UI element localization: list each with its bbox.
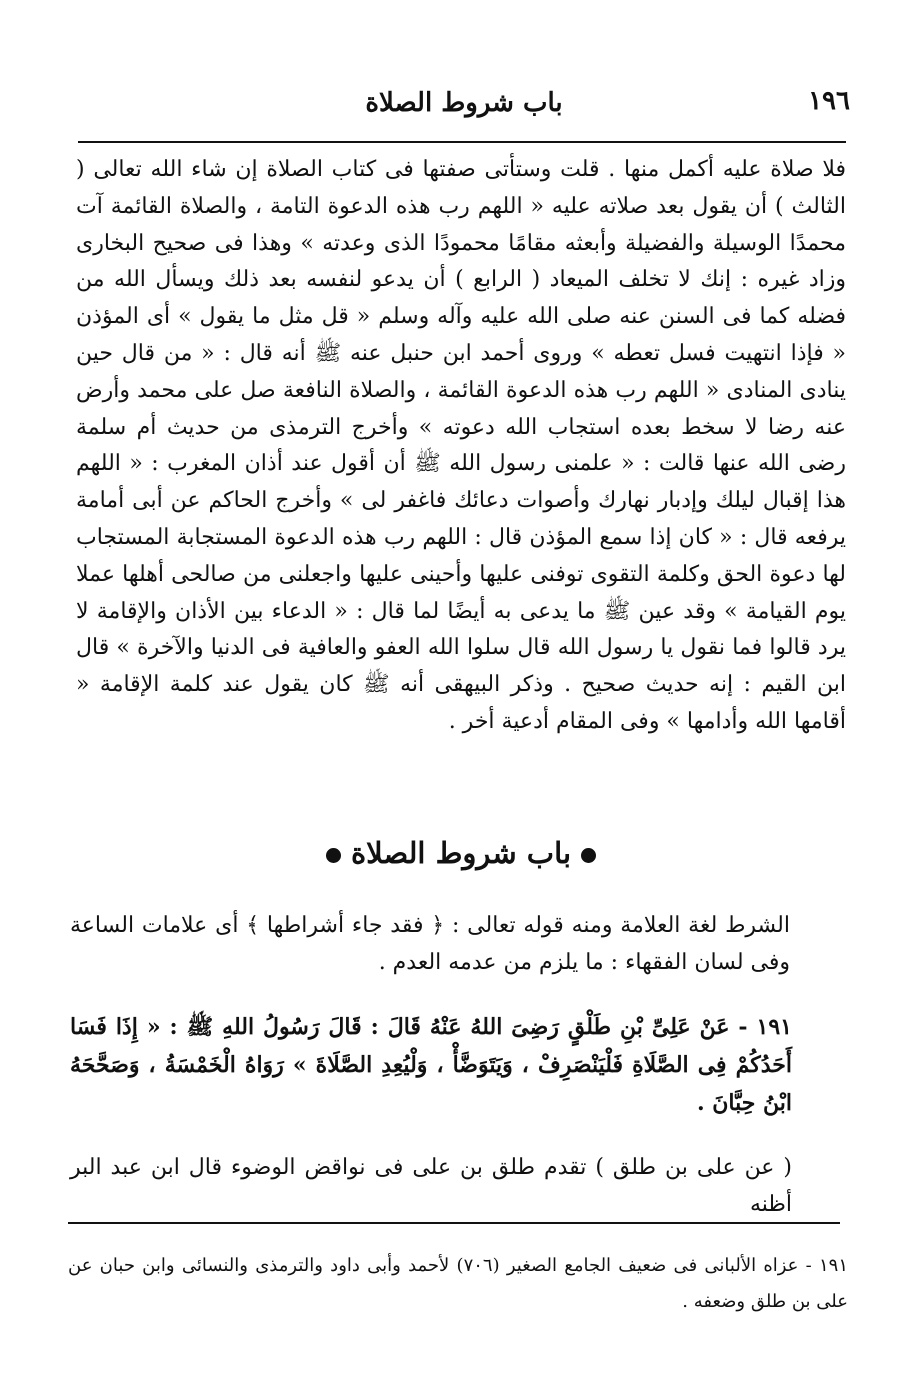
bullet-icon xyxy=(581,848,596,863)
page-header xyxy=(78,86,850,126)
page-number: ١٩٦ xyxy=(808,86,850,116)
body-paragraph: فلا صلاة عليه أكمل منها . قلت وستأتى صفتها فى كتاب الصلاة إن شاء الله تعالى ( الثالث ) أن يقول بعد صلاته عليه « اللهم رب هذه الدعوة التامة ، والصلاة القائمة آت محمدًا الوسيلة والفضيلة وأبعثه مقامًا محمودًا الذى وعدته » وهذا فى صحيح البخارى وزاد غيره : إنك لا تخلف الميعاد ( الرابع ) أن يدعو لنفسه بعد ذلك ويسأل الله من فضله كما فى السنن عنه صلى الله عليه وآله وسلم « قل مثل ما يقول » أى المؤذن « فإذا انتهيت فسل تعطه » وروى أحمد ابن حنبل عنه ﷺ أنه قال : « من قال حين ينادى المنادى « اللهم رب هذه الدعوة القائمة ، والصلاة النافعة صل على محمد وأرض عنه رضا لا سخط بعده استجاب الله دعوته » وأخرج الترمذى من حديث أم سلمة رضى الله عنها قالت : « علمنى رسول الله ﷺ أن أقول عند أذان المغرب : « اللهم هذا إقبال ليلك وإدبار نهارك وأصوات دعائك فاغفر لى » وأخرج الحاكم عن أبى أمامة يرفعه قال : « كان إذا سمع المؤذن قال : اللهم رب هذه الدعوة المستجابة المستجاب لها دعوة الحق وكلمة التقوى توفنى عليها وأحينى عليها واجعلنى من صالحى أهلها عملا يوم القيامة » وقد عين ﷺ ما يدعى به أيضًا لما قال : « الدعاء بين الأذان والإقامة لا يرد قالوا فما نقول يا رسول الله قال سلوا الله العفو والعافية فى الدنيا والآخرة » قال ابن القيم : إنه حديث صحيح . وذكر البيهقى أنه ﷺ كان يقول عند كلمة الإقامة « أقامها الله وأدامها » وفى المقام أدعية أخر . xyxy=(76,157,846,734)
footnote-divider xyxy=(68,1222,840,1224)
hadith-text: ١٩١ - عَنْ عَلِىِّ بْنِ طَلْقٍ رَضِىَ اللهُ عَنْهُ قَالَ : قَالَ رَسُولُ اللهِ ﷺ : « إِذَا فَسَا أَحَدُكُمْ فِى الصَّلَاةِ فَلْيَنْصَرِفْ ، وَيَتَوَضَّأْ ، وَلْيُعِدِ الصَّلَاةَ » رَوَاهُ الْخَمْسَةُ ، وَصَحَّحَهُ ابْنُ حِبَّانَ . xyxy=(70,1014,792,1116)
footnote-block xyxy=(68,1248,848,1320)
footnote-text: ١٩١ - عزاه الألبانى فى ضعيف الجامع الصغير (٧٠٦) لأحمد وأبى داود والترمذى والنسائى وابن حبان عن على بن طلق وضعفه . xyxy=(68,1255,848,1312)
chapter-heading xyxy=(76,836,846,886)
chapter-title: باب شروط الصلاة xyxy=(350,836,572,870)
commentary-block xyxy=(70,1150,792,1224)
bullet-icon xyxy=(326,848,341,863)
header-divider xyxy=(78,141,846,143)
definition-paragraph: الشرط لغة العلامة ومنه قوله تعالى : ﴿ فقد جاء أشراطها ﴾ أى علامات الساعة وفى لسان الفقهاء : ما يلزم من عدمه العدم . xyxy=(70,913,790,975)
definition-block xyxy=(70,908,790,982)
main-text xyxy=(76,152,846,741)
running-title: باب شروط الصلاة xyxy=(365,88,563,118)
commentary-text: ( عن على بن طلق ) تقدم طلق بن على فى نواقض الوضوء قال ابن عبد البر أظنه xyxy=(70,1155,792,1217)
hadith-block xyxy=(70,1008,792,1122)
